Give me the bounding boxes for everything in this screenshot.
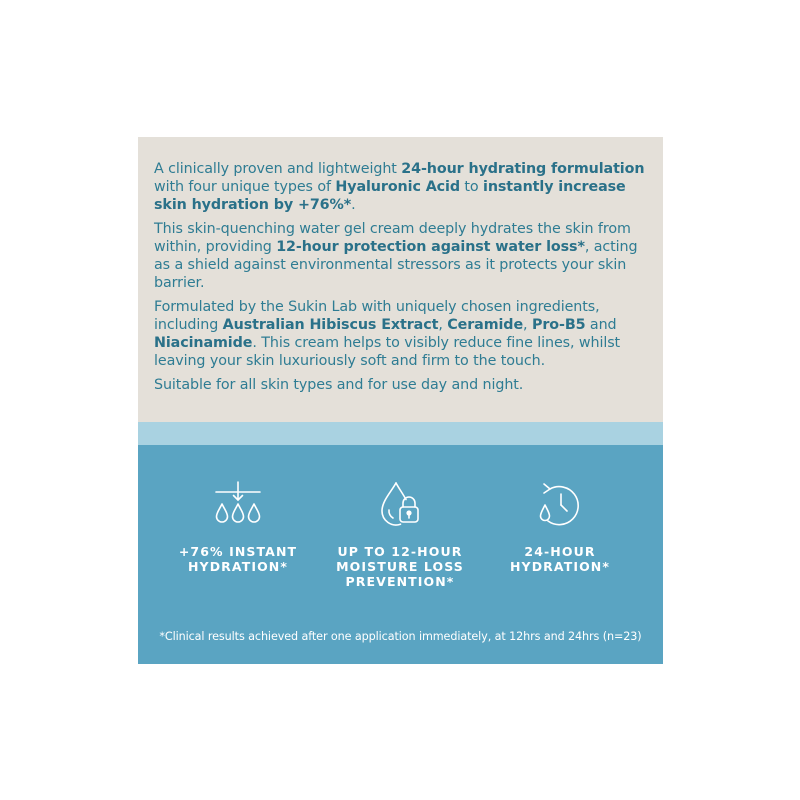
highlight-text: 24-hour hydrating formulation [401, 161, 645, 177]
description-paragraph-4: Suitable for all skin types and for use day and night. [154, 377, 524, 393]
text-span: to [459, 179, 484, 195]
benefit-label-line: 24-HOUR [524, 544, 596, 559]
text-span: . [351, 197, 356, 213]
highlight-text: Ceramide [447, 317, 524, 333]
description-text [154, 160, 654, 400]
benefit-label [325, 544, 475, 589]
text-span: Formulated by the Sukin Lab with uniquely chosen ingredients, including [154, 299, 600, 333]
benefit-24-hour-hydration [485, 480, 635, 574]
benefit-moisture-loss-prevention [325, 480, 475, 589]
highlight-text: 12-hour protection against water loss* [276, 239, 585, 255]
benefit-instant-hydration [163, 480, 313, 574]
text-span: . This cream helps to visibly reduce fine lines, whilst leaving your skin luxuriously soft and firm to the touch. [154, 335, 621, 369]
benefit-label-line: PREVENTION* [345, 574, 455, 589]
accent-stripe [138, 422, 663, 445]
droplet-lock-icon [370, 480, 430, 530]
benefit-label-line: UP TO 12-HOUR [337, 544, 463, 559]
highlight-text: Australian Hibiscus Extract [222, 317, 439, 333]
description-paragraph-1 [154, 160, 654, 214]
highlight-text: instantly increase skin hydration by +76%* [154, 179, 626, 213]
benefit-label-line: +76% INSTANT [178, 544, 298, 559]
product-info-card [138, 137, 663, 664]
text-span: , acting as a shield against environmental stressors as it protects your skin barrier. [154, 239, 638, 291]
text-span: and [585, 317, 617, 333]
highlight-text: Niacinamide [154, 335, 253, 351]
text-span: , [438, 317, 448, 333]
droplets-absorb-icon [208, 480, 268, 530]
text-span: A clinically proven and lightweight [154, 161, 402, 177]
text-span: , [523, 317, 532, 333]
text-span: This skin-quenching water gel cream deeply hydrates the skin from within, providing [154, 221, 631, 255]
description-paragraph-3 [154, 298, 654, 370]
benefit-label-line: HYDRATION* [187, 559, 289, 574]
highlight-text: Hyaluronic Acid [335, 179, 460, 195]
highlight-text: Pro-B5 [531, 317, 586, 333]
clock-droplet-icon [530, 480, 590, 530]
benefit-label [485, 544, 635, 574]
benefit-label-line: MOISTURE LOSS [336, 559, 464, 574]
text-span: with four unique types of [154, 179, 336, 195]
description-paragraph-2 [154, 220, 654, 292]
benefit-label [163, 544, 313, 574]
benefits-panel [138, 445, 663, 664]
clinical-footnote: *Clinical results achieved after one application immediately, at 12hrs and 24hrs (n=23) [159, 630, 642, 643]
benefit-label-line: HYDRATION* [509, 559, 611, 574]
